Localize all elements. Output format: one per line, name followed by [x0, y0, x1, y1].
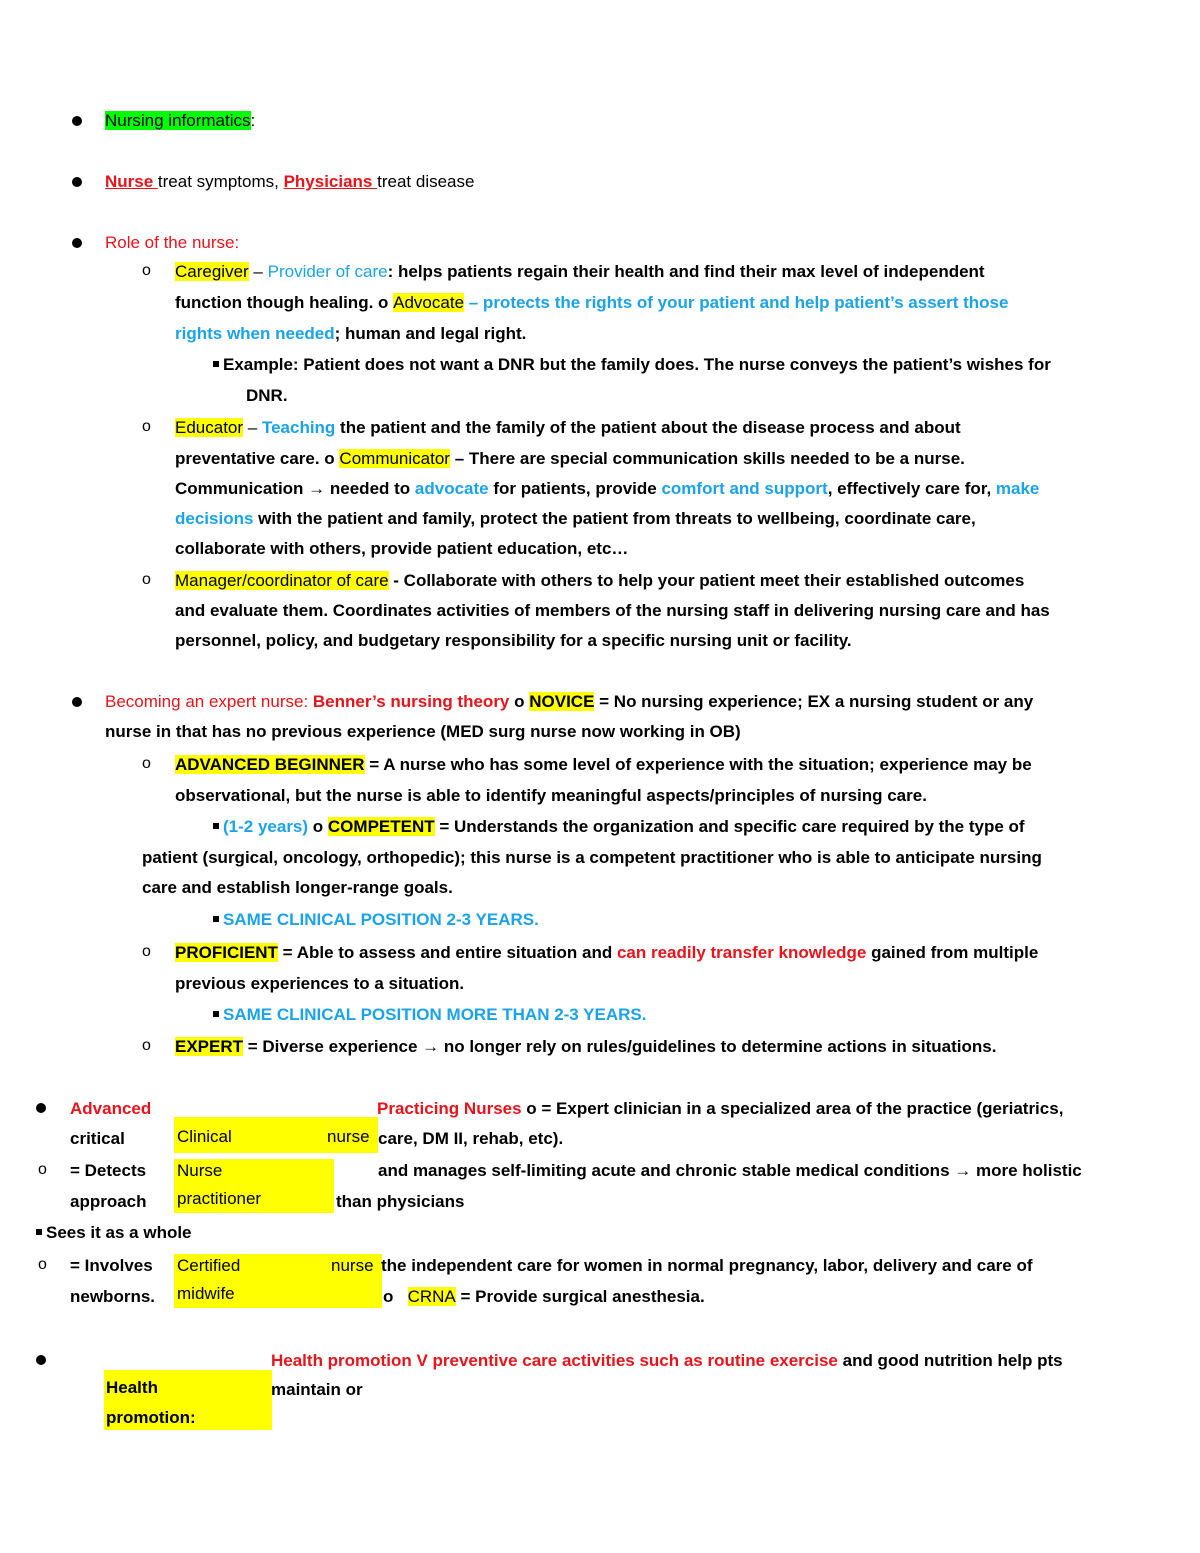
rights-when-needed: rights when needed [175, 324, 335, 343]
informatics-line [105, 110, 255, 132]
caregiver-text-2: function though healing. o [175, 293, 394, 312]
educator-line-1 [175, 417, 961, 439]
example-line-2: DNR. [246, 386, 288, 405]
novice-line-2: nurse in that has no previous experience (MED surg nurse now working in OB) [105, 722, 741, 741]
physicians-treat-text: treat disease [377, 172, 475, 191]
bullet-dot [36, 1103, 46, 1113]
adv-beginner-label: ADVANCED BEGINNER [175, 755, 365, 774]
square-bullet [213, 823, 219, 829]
bullet-dot [36, 1355, 46, 1365]
adv-beginner-line-1 [175, 754, 1032, 776]
expert-line [175, 1036, 996, 1058]
benner-theory: Benner’s nursing theory [312, 692, 510, 711]
communicator-text: – There are special communication skills needed to be a nurse. [449, 449, 965, 468]
educator-line-2 [175, 448, 965, 470]
make-word: make [995, 479, 1040, 498]
informatics-label: Nursing informatics [105, 111, 251, 130]
transfer-knowledge: can readily transfer knowledge [616, 943, 867, 962]
sub-bullet-o: o [142, 571, 151, 588]
cnm-text: the independent care for women in normal pregnancy, labor, delivery and care of [381, 1256, 1033, 1275]
competent-text-1: = Understands the organization and specific care required by the type of [434, 817, 1025, 836]
cnm-nurse-word: nurse [331, 1256, 374, 1275]
clinical-nurse-word: nurse [327, 1127, 370, 1146]
advocate-text: – protects the rights of your patient and help patient’s assert those [464, 293, 1009, 312]
bullet-dot [72, 116, 82, 126]
expert-label: EXPERT [175, 1037, 244, 1056]
sub-bullet-o: o [142, 943, 151, 960]
sub-bullet-o: o [142, 418, 151, 435]
same-position-2-line [213, 1004, 646, 1026]
manager-text-1: - Collaborate with others to help your patient meet their established outcomes [388, 571, 1025, 590]
educator-text-mid: for patients, provide [488, 479, 662, 498]
practitioner-word: practitioner [177, 1189, 262, 1208]
physicians-word: Physicians [283, 172, 378, 191]
educator-dash: – [243, 418, 262, 437]
nurse-word: Nurse [105, 172, 158, 191]
manager-line-3: personnel, policy, and budgetary responsibility for a specific nursing unit or facility. [175, 631, 852, 650]
advocate-label: Advocate [393, 293, 465, 312]
comfort-and-support: comfort and support [661, 479, 828, 498]
square-bullet [213, 916, 219, 922]
novice-label: NOVICE [529, 692, 595, 711]
sub-bullet-o: o [38, 1161, 47, 1178]
educator-text-1: the patient and the family of the patient about the disease process and about [335, 418, 961, 437]
educator-line-4 [175, 508, 976, 530]
newborns-word: newborns. [70, 1287, 156, 1306]
caregiver-line-3 [175, 323, 526, 345]
promotion-word: promotion: [106, 1408, 196, 1427]
crna-text: = Provide surgical anesthesia. [455, 1287, 705, 1306]
role-heading: Role of the nurse: [105, 233, 240, 252]
teaching-word: Teaching [261, 418, 336, 437]
adv-beginner-line-2: observational, but the nurse is able to identify meaningful aspects/principles of nursing care. [175, 786, 927, 805]
manager-label: Manager/coordinator of care [175, 571, 389, 590]
health-word: Health [106, 1378, 158, 1397]
proficient-line-2: previous experiences to a situation. [175, 974, 465, 993]
treat-line [105, 171, 474, 193]
inline-o: o [383, 1287, 394, 1306]
clinical-word: Clinical [177, 1127, 232, 1146]
expert-heading-line [105, 691, 1033, 713]
expert-heading: Becoming an expert nurse: [105, 692, 313, 711]
certified-word: Certified [177, 1256, 241, 1275]
crna-line [383, 1286, 705, 1308]
same-position-1: SAME CLINICAL POSITION 2-3 YEARS. [223, 910, 539, 929]
midwife-word: midwife [177, 1284, 235, 1303]
caregiver-label: Caregiver [175, 262, 249, 281]
health-red-text: Health promotion V preventive care activities such as routine exercise [271, 1351, 838, 1370]
critical-word: critical [70, 1129, 125, 1148]
same-position-2: SAME CLINICAL POSITION MORE THAN 2-3 YEARS. [223, 1005, 647, 1024]
involves-text: = Involves [70, 1256, 153, 1275]
caregiver-dash: – [248, 262, 268, 281]
bullet-dot [72, 697, 82, 707]
example-text-1: Example: Patient does not want a DNR but the family does. The nurse conveys the patient’s wishes for [223, 355, 1051, 374]
square-bullet [213, 361, 219, 367]
manager-line-1 [175, 570, 1024, 592]
detects-text: = Detects [70, 1161, 147, 1180]
caregiver-text-3: ; human and legal right. [334, 324, 527, 343]
provider-of-care: Provider of care [267, 262, 388, 281]
approach-word: approach [70, 1192, 147, 1211]
competent-line-1 [213, 816, 1025, 838]
communicator-label: Communicator [339, 449, 450, 468]
informatics-colon: : [250, 111, 256, 130]
health-text-1: and good nutrition help pts [837, 1351, 1063, 1370]
caregiver-line-2 [175, 292, 1008, 314]
practicing-text: o = Expert clinician in a specialized area of the practice (geriatrics, [521, 1099, 1064, 1118]
sub-bullet-o: o [38, 1256, 47, 1273]
proficient-line-1 [175, 942, 1038, 964]
proficient-label: PROFICIENT [175, 943, 278, 962]
manager-line-2: and evaluate them. Coordinates activities of members of the nursing staff in delivering nursing care and has [175, 601, 1050, 620]
example-line-1 [213, 354, 1051, 376]
np-nurse-word: Nurse [177, 1161, 223, 1180]
care-text: care, DM II, rehab, etc). [378, 1129, 564, 1148]
sub-bullet-o: o [142, 262, 151, 279]
novice-text-1: = No nursing experience; EX a nursing student or any [594, 692, 1034, 711]
caregiver-text-1: : helps patients regain their health and find their max level of independent [387, 262, 985, 281]
educator-line-3 [175, 478, 1039, 500]
educator-text-mid2: , effectively care for, [827, 479, 996, 498]
sub-bullet-o: o [142, 1037, 151, 1054]
sub-bullet-o: o [142, 755, 151, 772]
practicing-line [377, 1098, 1063, 1120]
sees-line [36, 1222, 192, 1244]
than-physicians: than physicians [336, 1192, 465, 1211]
advanced-word: Advanced [70, 1099, 152, 1118]
expert-text: = Diverse experience → no longer rely on rules/guidelines to determine actions in situations. [243, 1037, 997, 1056]
educator-text-4: with the patient and family, protect the patient from threats to wellbeing, coordinate care, [253, 509, 976, 528]
proficient-text-2: gained from multiple [866, 943, 1039, 962]
inline-o: o [308, 817, 328, 836]
bullet-dot [72, 177, 82, 187]
health-line-1 [271, 1350, 1063, 1372]
advocate-word: advocate [414, 479, 489, 498]
square-bullet [213, 1011, 219, 1017]
nurse-treat-text: treat symptoms, [157, 172, 284, 191]
np-text: and manages self-limiting acute and chronic stable medical conditions → more holistic [378, 1161, 1082, 1180]
inline-o: o [509, 692, 530, 711]
competent-label: COMPETENT [327, 817, 435, 836]
crna-label: CRNA [407, 1287, 456, 1306]
caregiver-line-1 [175, 261, 985, 283]
educator-label: Educator [175, 418, 244, 437]
health-line-2: maintain or [271, 1380, 363, 1399]
bullet-dot [72, 238, 82, 248]
competent-line-3: care and establish longer-range goals. [142, 878, 453, 897]
square-bullet [36, 1229, 42, 1235]
adv-beginner-text: = A nurse who has some level of experience with the situation; experience may be [364, 755, 1032, 774]
same-position-1-line [213, 909, 539, 931]
educator-line-5: collaborate with others, provide patient education, etc… [175, 539, 629, 558]
sees-text: Sees it as a whole [46, 1223, 192, 1242]
years-1-2: (1-2 years) [223, 817, 309, 836]
decisions-word: decisions [175, 509, 254, 528]
communication-text: Communication → needed to [175, 479, 415, 498]
practicing-nurses: Practicing Nurses [377, 1099, 522, 1118]
proficient-text-1: = Able to assess and entire situation and [277, 943, 617, 962]
educator-text-2: preventative care. o [175, 449, 340, 468]
competent-line-2: patient (surgical, oncology, orthopedic); this nurse is a competent practitioner who is able to anticipate nursing [142, 848, 1042, 867]
